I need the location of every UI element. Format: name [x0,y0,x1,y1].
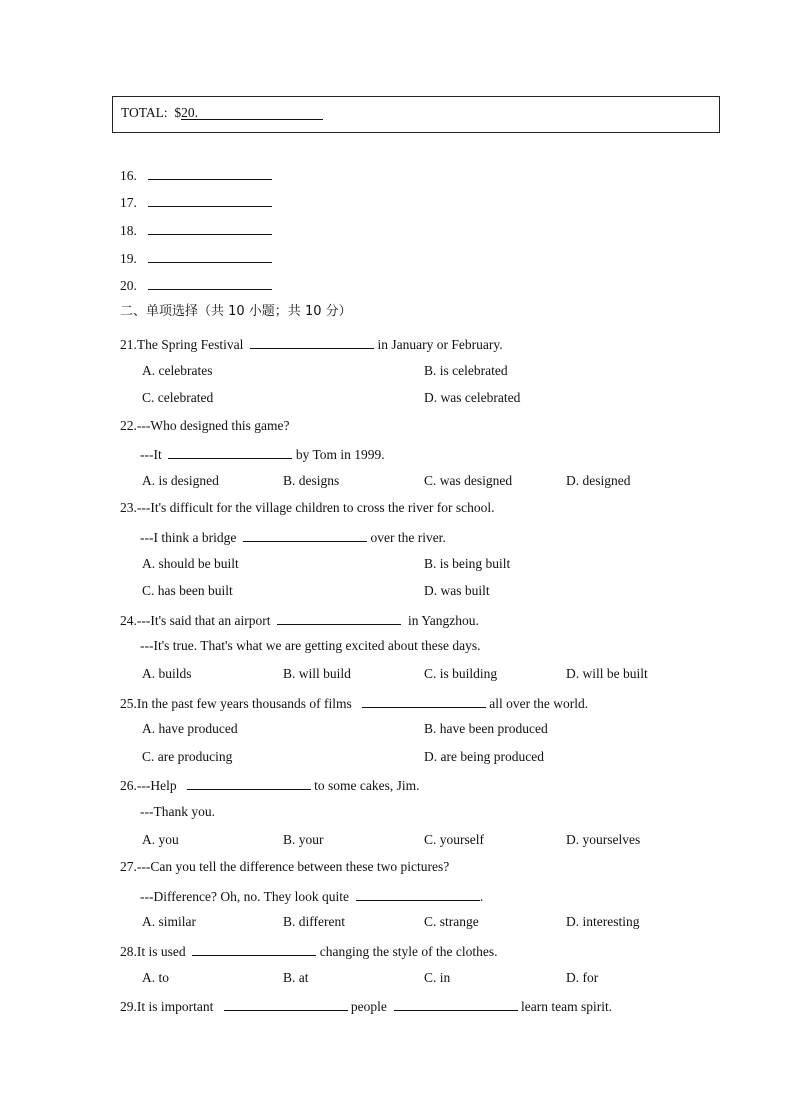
option-d[interactable]: D. was celebrated [424,390,521,405]
option-d[interactable]: D. yourselves [566,832,641,847]
option-d[interactable]: D. for [566,970,599,985]
answer-blank[interactable] [192,941,316,956]
option-c[interactable]: C. was designed [424,473,513,488]
answer-blank[interactable] [148,275,272,290]
question-28 [120,941,497,961]
question-text: ---Difference? Oh, no. They look quite [140,889,350,904]
option-d[interactable]: D. was built [424,583,490,598]
question-text: . [479,889,484,904]
question-24-line2: ---It's true. That's what we are getting excited about these days. [140,638,481,653]
question-number: 22. [120,418,137,433]
question-text: people [350,999,387,1014]
question-number: 27. [120,859,137,874]
question-text: changing the style of the clothes. [319,944,498,959]
option-a[interactable]: A. have produced [142,721,238,736]
option-a[interactable]: A. you [142,832,179,847]
answer-line [120,165,272,185]
question-text: over the river. [370,530,446,545]
option-a[interactable]: A. should be built [142,556,239,571]
answer-number: 20. [120,278,137,293]
answer-blank[interactable] [148,248,272,263]
question-22 [120,417,289,435]
answer-blank[interactable] [168,444,292,459]
option-d[interactable]: D. interesting [566,914,640,929]
answer-line [120,248,272,268]
option-c[interactable]: C. strange [424,914,479,929]
answer-number: 18. [120,223,137,238]
answer-blank[interactable] [187,775,311,790]
question-text: ---Help [136,778,177,793]
question-number: 25. [120,696,137,711]
option-d[interactable]: D. designed [566,473,631,488]
option-b[interactable]: B. will build [283,666,351,681]
total-value: 20. [181,105,199,120]
question-29 [120,996,612,1016]
option-c[interactable]: C. yourself [424,832,484,847]
question-text: In the past few years thousands of films [136,696,352,711]
answer-blank[interactable] [224,996,348,1011]
question-number: 23. [120,500,137,515]
total-box [112,96,720,133]
question-26 [120,775,419,795]
question-21 [120,334,503,354]
question-27 [120,858,449,876]
answer-blank[interactable] [148,192,272,207]
option-b[interactable]: B. is being built [424,556,511,571]
option-c[interactable]: C. is building [424,666,498,681]
answer-number: 17. [120,195,137,210]
question-number: 21. [120,337,137,352]
question-text: in January or February. [377,337,503,352]
section-title: 二、单项选择（共 10 小题；共 10 分） [120,304,352,319]
option-b[interactable]: B. at [283,970,309,985]
option-c[interactable]: C. has been built [142,583,233,598]
option-b[interactable]: B. different [283,914,345,929]
answer-line [120,192,272,212]
answer-blank[interactable] [277,610,401,625]
question-26-line2: ---Thank you. [140,804,215,819]
question-text: ---Who designed this game? [136,418,290,433]
option-a[interactable]: A. similar [142,914,196,929]
total-currency: $ [174,105,182,120]
option-d[interactable]: D. will be built [566,666,648,681]
option-b[interactable]: B. have been produced [424,721,548,736]
question-25 [120,693,588,713]
answer-blank[interactable] [250,334,374,349]
question-24 [120,610,479,630]
question-text: ---Can you tell the difference between these two pictures? [136,859,450,874]
question-text: ---It's said that an airport [136,613,271,628]
question-text: It is important [136,999,214,1014]
question-23-line2 [140,527,446,547]
question-23 [120,499,494,517]
question-text: The Spring Festival [136,337,244,352]
question-text: to some cakes, Jim. [314,778,420,793]
answer-blank[interactable] [243,527,367,542]
question-text: learn team spirit. [521,999,613,1014]
option-a[interactable]: A. builds [142,666,192,681]
answer-number: 16. [120,168,137,183]
question-number: 29. [120,999,137,1014]
question-number: 24. [120,613,137,628]
option-b[interactable]: B. your [283,832,324,847]
option-c[interactable]: C. are producing [142,749,233,764]
option-a[interactable]: A. is designed [142,473,219,488]
option-b[interactable]: B. designs [283,473,340,488]
option-c[interactable]: C. celebrated [142,390,214,405]
question-text: ---It's difficult for the village children to cross the river for school. [136,500,495,515]
question-number: 28. [120,944,137,959]
question-text: all over the world. [489,696,589,711]
question-27-line2 [140,886,483,906]
option-a[interactable]: A. to [142,970,169,985]
total-answer-blank[interactable] [181,105,323,120]
answer-line [120,275,272,295]
question-text: in Yangzhou. [408,613,479,628]
question-text: ---I think a bridge [140,530,237,545]
answer-blank[interactable] [148,220,272,235]
answer-blank[interactable] [148,165,272,180]
question-text: ---It [140,447,162,462]
answer-blank[interactable] [362,693,486,708]
option-a[interactable]: A. celebrates [142,363,213,378]
option-c[interactable]: C. in [424,970,451,985]
answer-blank[interactable] [394,996,518,1011]
answer-blank[interactable] [356,886,480,901]
answer-line [120,220,272,240]
total-line [121,105,323,121]
option-b[interactable]: B. is celebrated [424,363,508,378]
total-label: TOTAL: [121,105,168,120]
question-text: by Tom in 1999. [295,447,385,462]
question-text: It is used [136,944,186,959]
question-22-line2 [140,444,385,464]
option-d[interactable]: D. are being produced [424,749,544,764]
answer-number: 19. [120,251,137,266]
question-number: 26. [120,778,137,793]
